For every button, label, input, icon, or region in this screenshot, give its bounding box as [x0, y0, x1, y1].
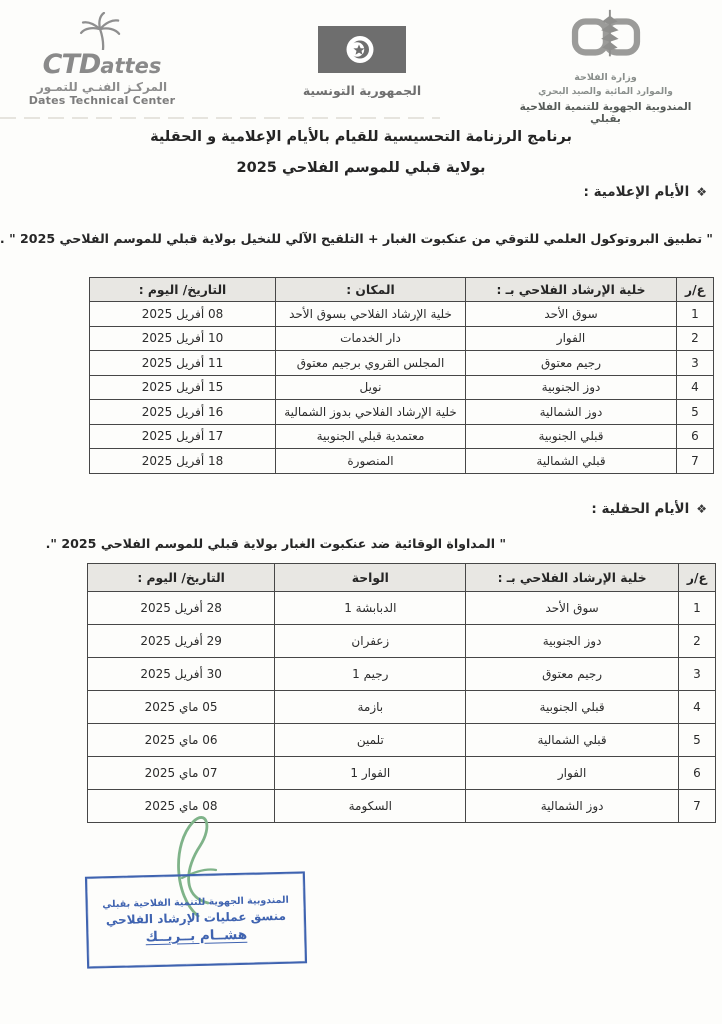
table-cell: الفوار	[466, 326, 677, 351]
table-cell: خلية الإرشاد الفلاحي بسوق الأحد	[276, 302, 466, 327]
document-title	[0, 122, 722, 184]
section-heading-field-days	[591, 501, 707, 517]
stamp-line1: المندوبية الجهوية للتنمية الفلاحية بقبلي	[102, 894, 289, 910]
section-1-subtitle: " تطبيق البروتوكول العلمي للتوقي من عنكبوت الغبار + التلقيح الآلي للنخيل بولاية قبلي للموسم الفلاحي 2025 " .	[0, 231, 713, 246]
ctd-brand-text: CTDattes	[42, 49, 162, 80]
table-cell: قبلي الجنوبية	[466, 691, 678, 724]
table-cell: 1	[678, 592, 715, 625]
stamp	[85, 871, 307, 968]
table-cell: معتمدية قبلي الجنوبية	[276, 424, 466, 449]
section-1-label: الأيام الإعلامية :	[583, 184, 690, 200]
table-cell: دوز الشمالية	[466, 790, 678, 823]
republic-caption: الجمهورية التونسية	[302, 83, 422, 98]
section-heading-media-days	[584, 184, 708, 200]
column-header: خلية الإرشاد الفلاحي بـ :	[466, 564, 678, 592]
table-cell: 18 أفريل 2025	[90, 449, 276, 474]
table-cell: 17 أفريل 2025	[90, 424, 276, 449]
table-cell: 15 أفريل 2025	[90, 375, 276, 400]
palm-tree-icon	[73, 12, 131, 50]
stamp-line2: منسق عمليات الإرشاد الفلاحي	[105, 908, 287, 927]
table-row	[90, 326, 714, 351]
table-cell: المنصورة	[276, 449, 466, 474]
table-cell: قبلي الشمالية	[466, 724, 678, 757]
table-cell: تلمين	[275, 724, 466, 757]
scan-artifact-line	[0, 117, 440, 119]
table-cell: دار الخدمات	[276, 326, 466, 351]
section-2-label: الأيام الحقلية :	[591, 501, 690, 517]
ministry-line3: المندوبية الجهوية للتنمية الفلاحية بقبلي	[519, 101, 692, 125]
table-cell: قبلي الشمالية	[466, 449, 677, 474]
table-cell: 29 أفريل 2025	[88, 625, 275, 658]
ctd-arabic-name: المركـز الفنـي للتمـور	[36, 80, 168, 94]
table-cell: دوز الجنوبية	[466, 625, 678, 658]
table-cell: سوق الأحد	[466, 592, 678, 625]
table-cell: 10 أفريل 2025	[90, 326, 276, 351]
table-header-row	[90, 278, 714, 302]
table-cell: 30 أفريل 2025	[88, 658, 275, 691]
ministry-logo-block	[503, 6, 708, 125]
table-cell: 1	[677, 302, 714, 327]
table-cell: رجيم معتوق	[466, 658, 678, 691]
table-cell: خلية الإرشاد الفلاحي بدوز الشمالية	[276, 400, 466, 425]
table-row	[88, 691, 716, 724]
section-2-subtitle: " المداواة الوقائية ضد عنكبوت الغبار بولاية قبلي للموسم الفلاحي 2025 ".	[45, 536, 506, 551]
table-cell: 11 أفريل 2025	[90, 351, 276, 376]
table-cell: 2	[677, 326, 714, 351]
table-row	[90, 400, 714, 425]
table-cell: بازمة	[275, 691, 466, 724]
ctd-logo	[18, 12, 186, 107]
media-days-table	[89, 277, 714, 474]
table-cell: 5	[678, 724, 715, 757]
table-row	[90, 424, 714, 449]
table-cell: زعفران	[275, 625, 466, 658]
table-cell: 07 ماي 2025	[88, 757, 275, 790]
ministry-line1: وزارة الفلاحة	[574, 72, 637, 83]
stamp-signatory-name: هشــام بــريــك	[145, 926, 248, 945]
column-header: خلية الإرشاد الفلاحي بـ :	[466, 278, 677, 302]
column-header: التاريخ/ اليوم :	[90, 278, 276, 302]
table-cell: 6	[677, 424, 714, 449]
column-header: التاريخ/ اليوم :	[88, 564, 275, 592]
table-cell: 16 أفريل 2025	[90, 400, 276, 425]
column-header: ع/ر	[677, 278, 714, 302]
ministry-emblem-icon	[567, 6, 645, 66]
table-row	[88, 658, 716, 691]
table-cell: سوق الأحد	[466, 302, 677, 327]
table-row	[90, 302, 714, 327]
table-row	[88, 625, 716, 658]
table-row	[90, 449, 714, 474]
table-cell: 4	[677, 375, 714, 400]
table-cell: قبلي الجنوبية	[466, 424, 677, 449]
table-cell: 6	[678, 757, 715, 790]
table-cell: 28 أفريل 2025	[88, 592, 275, 625]
table-cell: 3	[678, 658, 715, 691]
table-row	[88, 757, 716, 790]
table-cell: نويل	[276, 375, 466, 400]
table-cell: 08 ماي 2025	[88, 790, 275, 823]
table-cell: 05 ماي 2025	[88, 691, 275, 724]
table-cell: المجلس القروي برجيم معتوق	[276, 351, 466, 376]
title-line-2: بولاية قبلي للموسم الفلاحي 2025	[236, 160, 486, 176]
table-cell: رجيم 1	[275, 658, 466, 691]
table-cell: 08 أفريل 2025	[90, 302, 276, 327]
table-cell: دوز الجنوبية	[466, 375, 677, 400]
column-header: الواحة	[275, 564, 466, 592]
diamond-bullet-icon: ❖	[696, 185, 707, 199]
table-cell: الدبابشة 1	[275, 592, 466, 625]
table-cell: دوز الشمالية	[466, 400, 677, 425]
ministry-line2: والموارد المائية والصيد البحري	[538, 87, 673, 97]
table-cell: 2	[678, 625, 715, 658]
table-cell: السكومة	[275, 790, 466, 823]
table-cell: رجيم معتوق	[466, 351, 677, 376]
diamond-bullet-icon: ❖	[696, 502, 707, 516]
column-header: المكان :	[276, 278, 466, 302]
field-days-table	[87, 563, 716, 823]
table-cell: الفوار	[466, 757, 678, 790]
table-header-row	[88, 564, 716, 592]
table-row	[90, 375, 714, 400]
table-cell: 4	[678, 691, 715, 724]
table-row	[88, 592, 716, 625]
table-cell: 7	[678, 790, 715, 823]
table-cell: 5	[677, 400, 714, 425]
table-cell: 7	[677, 449, 714, 474]
ctd-english-name: Dates Technical Center	[28, 94, 176, 107]
table-cell: 3	[677, 351, 714, 376]
tunisia-flag-block	[297, 26, 427, 98]
table-cell: الفوار 1	[275, 757, 466, 790]
column-header: ع/ر	[678, 564, 715, 592]
tunisia-flag-icon	[318, 26, 406, 73]
table-row	[88, 724, 716, 757]
table-row	[90, 351, 714, 376]
title-line-1: برنامج الرزنامة التحسيسية للقيام بالأيام الإعلامية و الحقلية	[150, 129, 572, 145]
table-cell: 06 ماي 2025	[88, 724, 275, 757]
